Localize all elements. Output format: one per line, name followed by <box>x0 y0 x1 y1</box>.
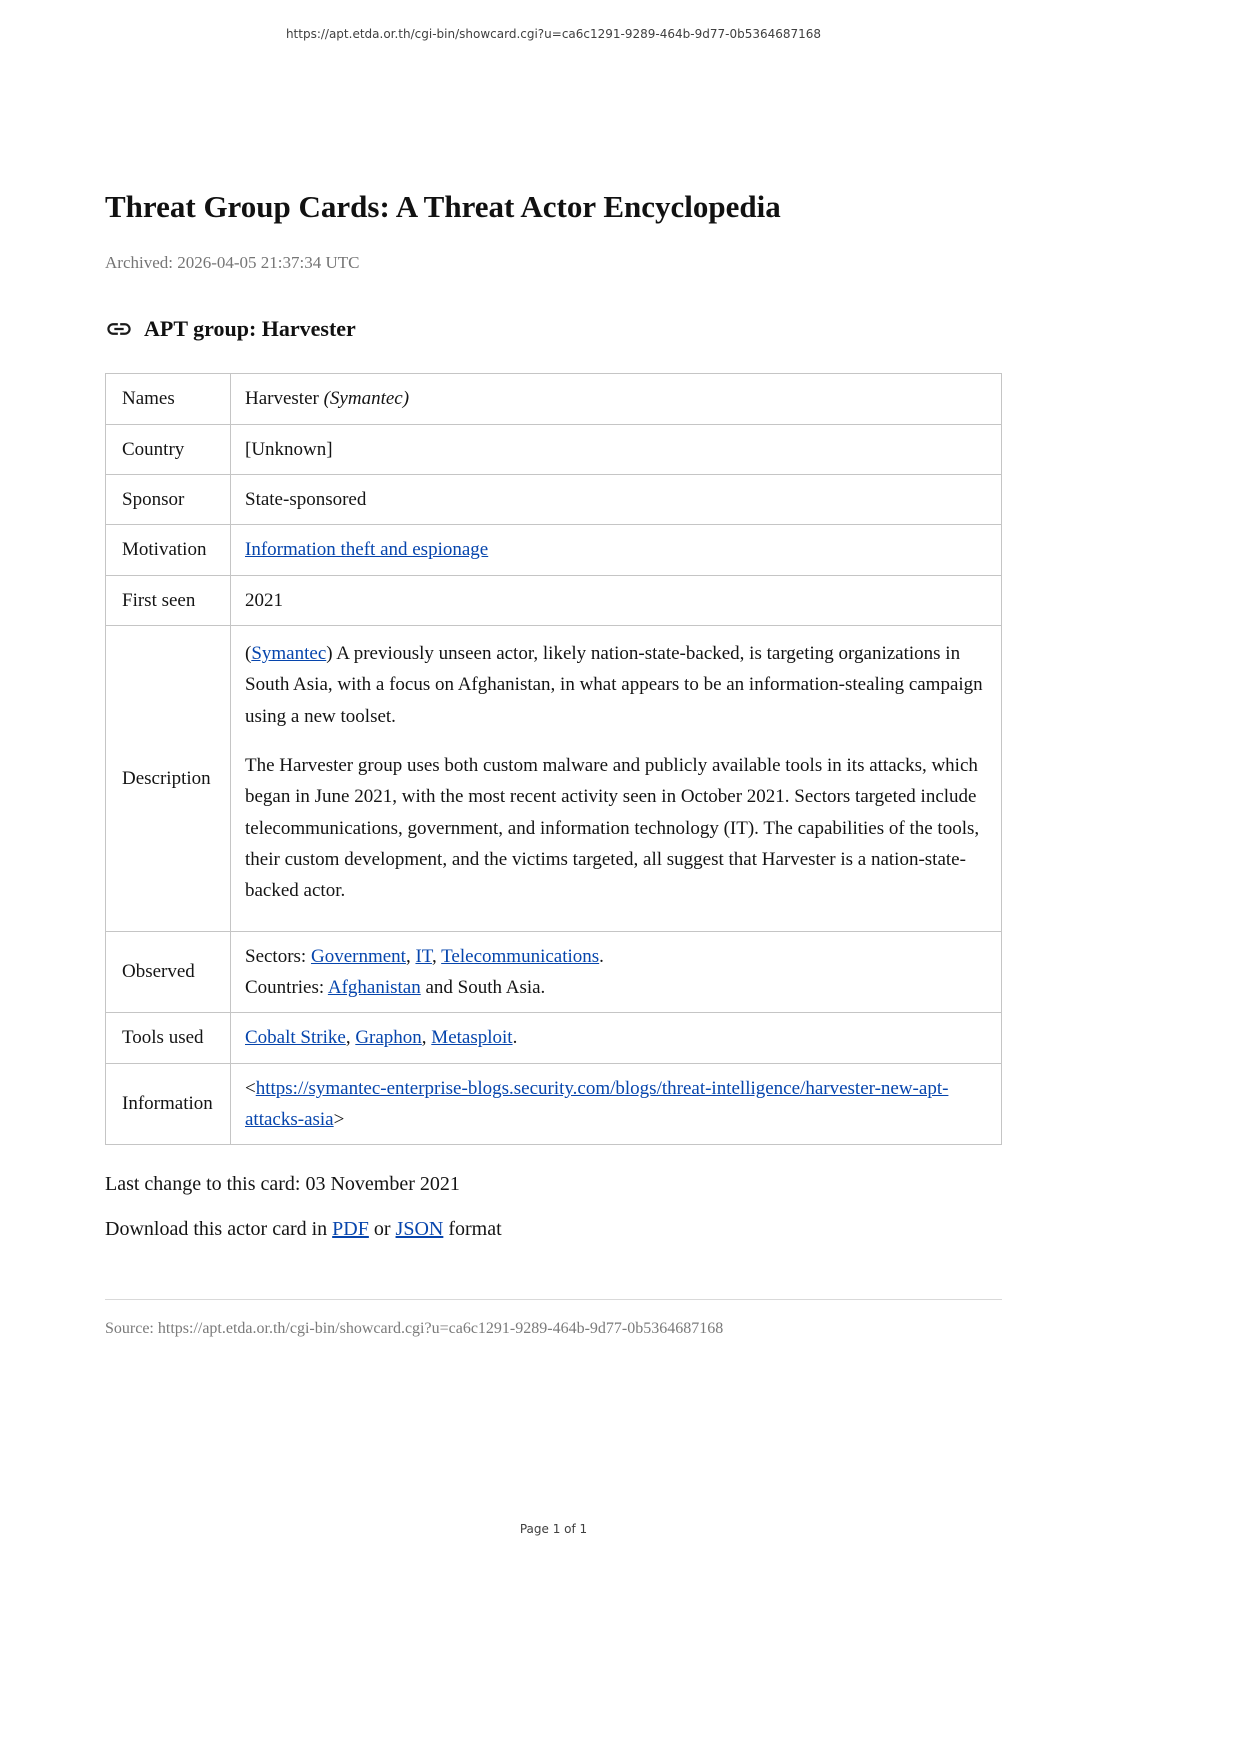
download-suffix: format <box>443 1218 502 1241</box>
table-row-information <box>106 1063 1002 1145</box>
apt-group-heading <box>105 315 1002 343</box>
row-label-names: Names <box>106 374 231 424</box>
row-value-observed <box>231 931 1002 1013</box>
threat-actor-card-table <box>105 373 1002 1145</box>
sector-telecommunications-link[interactable]: Telecommunications <box>441 945 600 967</box>
names-value: Harvester <box>245 388 324 410</box>
sectors-separator-1: , <box>405 945 416 967</box>
table-row-first-seen <box>106 575 1002 625</box>
archived-timestamp: Archived: 2026-04-05 21:37:34 UTC <box>105 253 360 273</box>
table-row-tools-used <box>106 1013 1002 1063</box>
row-label-observed: Observed <box>106 931 231 1013</box>
sectors-suffix: . <box>599 945 604 967</box>
information-close-bracket: > <box>333 1109 345 1131</box>
row-label-country: Country <box>106 424 231 474</box>
apt-group-title: APT group: Harvester <box>144 316 356 342</box>
observed-sectors-line <box>245 941 985 972</box>
tool-cobalt-strike-link[interactable]: Cobalt Strike <box>245 1027 346 1049</box>
description-paragraph-1 <box>245 638 985 732</box>
table-row-description <box>106 625 1002 931</box>
row-value-country: [Unknown] <box>231 424 1002 474</box>
sector-government-link[interactable]: Government <box>310 945 406 967</box>
download-separator: or <box>368 1218 396 1241</box>
motivation-link[interactable]: Information theft and espionage <box>245 539 489 561</box>
row-label-information: Information <box>106 1063 231 1145</box>
source-line: Source: https://apt.etda.or.th/cgi-bin/showcard.cgi?u=ca6c1291-9289-464b-9d77-0b5364687168 <box>105 1320 724 1338</box>
row-value-description <box>231 625 1002 931</box>
row-value-motivation <box>231 525 1002 575</box>
countries-prefix: Countries: <box>245 977 328 998</box>
row-value-sponsor: State-sponsored <box>231 474 1002 524</box>
tool-graphon-link[interactable]: Graphon <box>355 1027 422 1049</box>
page-title: Threat Group Cards: A Threat Actor Encyclopedia <box>105 189 781 224</box>
information-source-link[interactable]: https://symantec-enterprise-blogs.security.com/blogs/threat-intelligence/harvester-new-apt-attacks-asia <box>245 1077 949 1131</box>
symantec-link[interactable]: Symantec <box>251 642 327 664</box>
tools-separator-1: , <box>345 1027 356 1049</box>
row-value-information <box>231 1063 1002 1145</box>
row-value-names <box>231 374 1002 424</box>
sector-it-link[interactable]: IT <box>415 945 432 967</box>
description-p1-text: ) A previously unseen actor, likely nation-state-backed, is targeting organizations in South Asia, with a focus on Afghanistan, in what appears to be an information-stealing campaign using a new toolset. <box>245 642 983 727</box>
tool-metasploit-link[interactable]: Metasploit <box>431 1027 513 1049</box>
page-number: Page 1 of 1 <box>519 1522 588 1536</box>
names-source-attribution: (Symantec) <box>323 388 410 410</box>
footer-divider <box>105 1299 1002 1300</box>
tools-suffix: . <box>512 1027 518 1049</box>
download-prefix: Download this actor card in <box>105 1218 333 1241</box>
countries-suffix: and South Asia. <box>420 977 546 998</box>
table-row-sponsor <box>106 474 1002 524</box>
sectors-separator-2: , <box>431 945 442 967</box>
download-pdf-link[interactable]: PDF <box>332 1218 369 1241</box>
description-p1-open: ( <box>245 642 252 664</box>
table-row-country <box>106 424 1002 474</box>
download-json-link[interactable]: JSON <box>395 1218 444 1241</box>
tools-separator-2: , <box>421 1027 432 1049</box>
observed-countries-line <box>245 972 985 1003</box>
download-line <box>105 1218 1002 1241</box>
information-open-bracket: < <box>245 1077 256 1099</box>
table-row-names <box>106 374 1002 424</box>
link-icon[interactable] <box>105 315 133 343</box>
row-label-motivation: Motivation <box>106 525 231 575</box>
table-row-motivation <box>106 525 1002 575</box>
row-label-sponsor: Sponsor <box>106 474 231 524</box>
row-label-tools-used: Tools used <box>106 1013 231 1063</box>
row-value-first-seen: 2021 <box>231 575 1002 625</box>
row-label-description: Description <box>106 625 231 931</box>
document-content <box>105 0 1002 1338</box>
description-paragraph-2: The Harvester group uses both custom malware and publicly available tools in its attacks, which began in June 2021, with the most recent activity seen in October 2021. Sectors targeted include telecommunications, government, and information technology (IT). The capabilities of the tools, their custom development, and the victims targeted, all suggest that Harvester is a nation-state-backed actor. <box>245 754 980 902</box>
table-row-observed <box>106 931 1002 1013</box>
sectors-prefix: Sectors: <box>245 945 311 967</box>
last-change-line: Last change to this card: 03 November 2021 <box>105 1173 460 1196</box>
row-label-first-seen: First seen <box>106 575 231 625</box>
country-afghanistan-link[interactable]: Afghanistan <box>327 977 421 998</box>
print-header-url: https://apt.etda.or.th/cgi-bin/showcard.cgi?u=ca6c1291-9289-464b-9d77-0b5364687168 <box>285 27 822 41</box>
row-value-tools-used <box>231 1013 1002 1063</box>
